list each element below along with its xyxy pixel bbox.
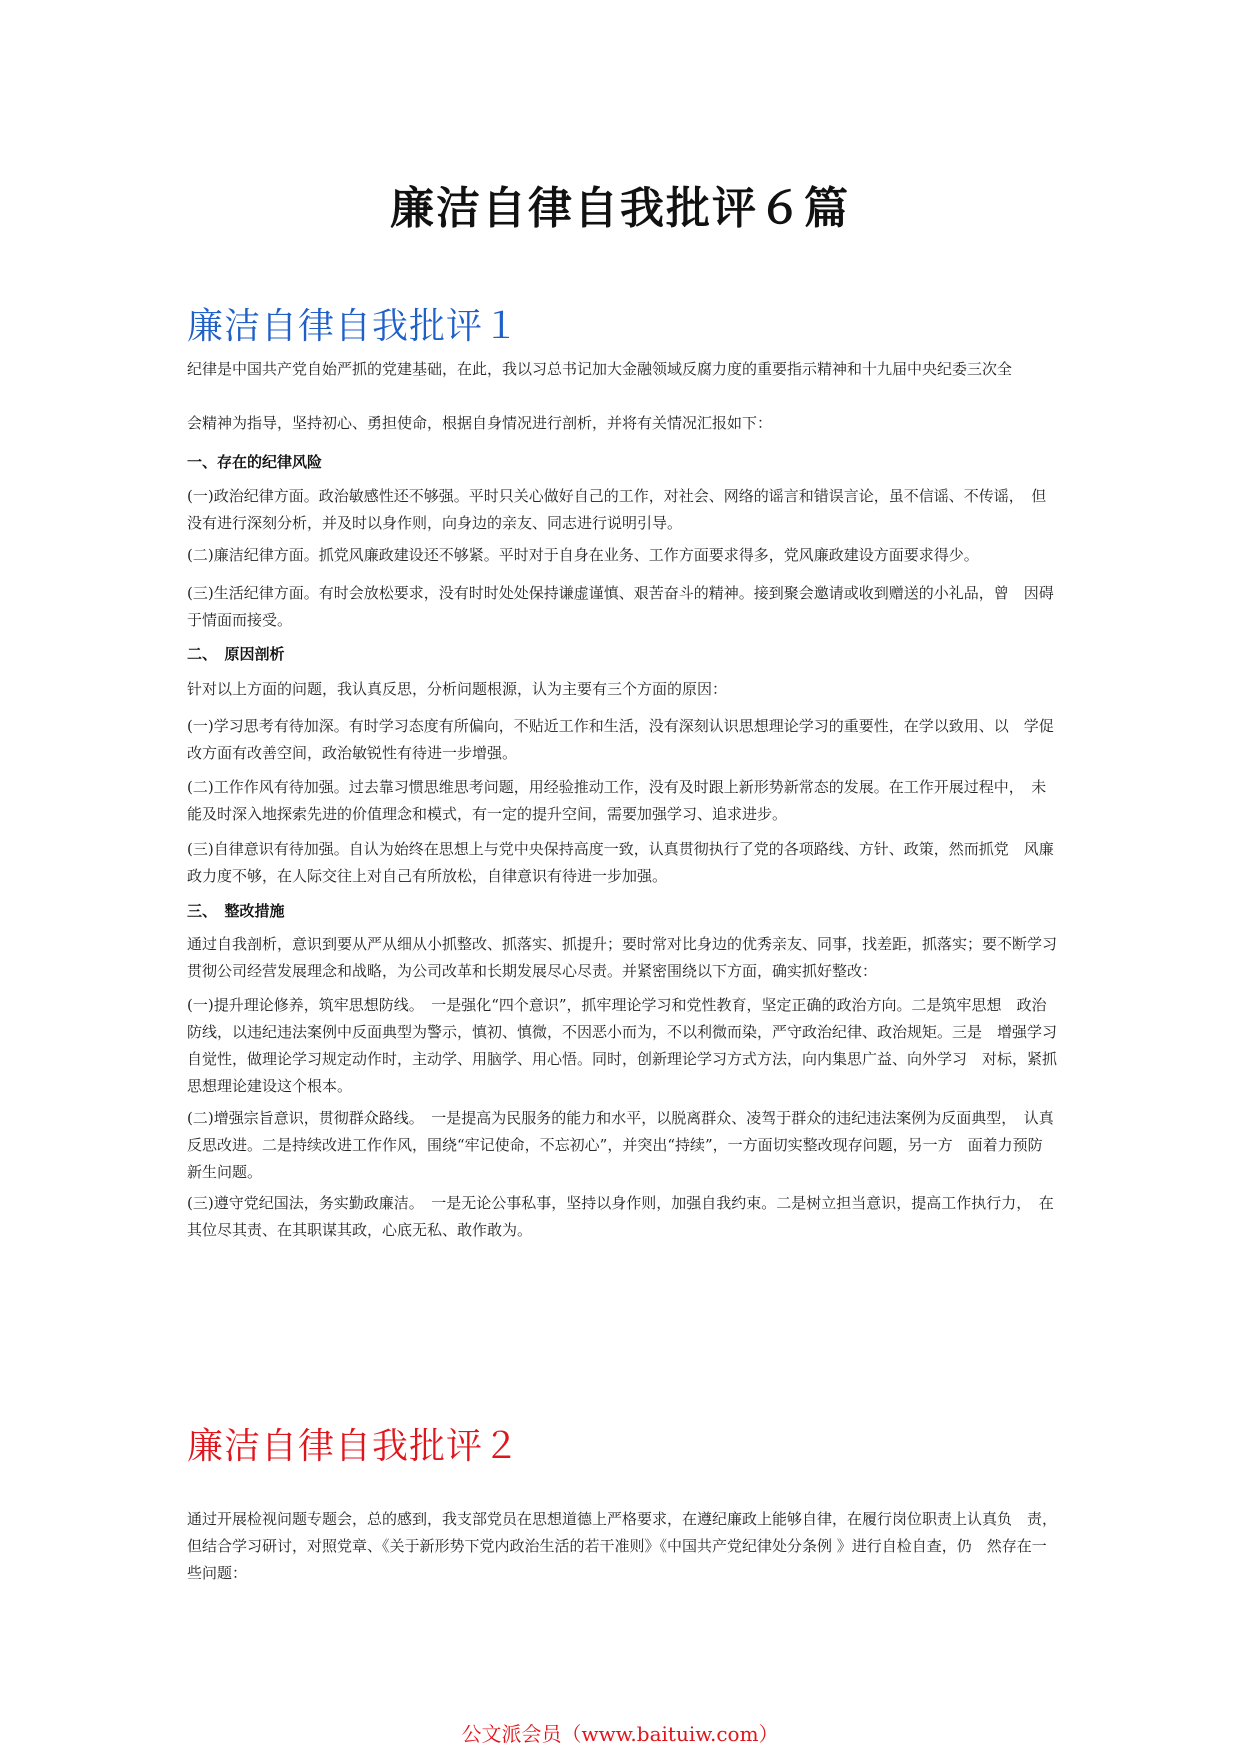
paragraph-measure-intro: 通过自我剖析，意识到要从严从细从小抓整改、抓落实、抓提升；要时常对比身边的优秀亲友、同事，找差距，抓落实；要不断学习贯彻公司经营发展理念和战略，为公司改革和长期发展尽心尽责。并紧密围绕以下方面，确实抓好整改： — [187, 935, 1058, 980]
footer-watermark: 公文派会员（www.baituiw.com） — [461, 1722, 779, 1746]
paragraph-cause-2: (二)工作作风有待加强。过去靠习惯思维思考问题，用经验推动工作，没有及时跟上新形势新常态的发展。在工作开展过程中， 未能及时深入地探索先进的价值理念和模式，有一定的提升空间，需要加强学习、追求进步。 — [187, 778, 1047, 823]
section-1-title: 廉洁自律自我批评１ — [187, 306, 521, 347]
paragraph-measure-1: (一)提升理论修养，筑牢思想防线。 一是强化“四个意识”，抓牢理论学习和党性教育，坚定正确的政治方向。二是筑牢思想 政治防线，以违纪违法案例中反面典型为警示，慎初、慎微，不因恶小而为，不以利微而染，严守政治纪律、政治规矩。三是 增强学习自觉性，做理论学习规定动作时，主动学、用脑学、用心悟。同时，创新理论学习方式方法，向内集思广益、向外学习 对标，紧抓思想理论建设这个根本。 — [187, 996, 1058, 1095]
heading-measures: 三、 整改措施 — [187, 902, 285, 920]
heading-causes: 二、 原因剖析 — [187, 645, 285, 663]
section-2-title: 廉洁自律自我批评２ — [187, 1426, 521, 1467]
paragraph-cause-intro: 针对以上方面的问题，我认真反思，分析问题根源，认为主要有三个方面的原因： — [187, 680, 728, 698]
heading-risks: 一、存在的纪律风险 — [187, 453, 323, 471]
paragraph-measure-3: (三)遵守党纪国法，务实勤政廉洁。 一是无论公事私事，坚持以身作则，加强自我约束。二是树立担当意识，提高工作执行力， 在其位尽其责、在其职谋其政，心底无私、敢作敢为。 — [187, 1194, 1054, 1239]
section-1-intro-line-1: 纪律是中国共产党自始严抓的党建基础，在此，我以习总书记加大金融领域反腐力度的重要指示精神和十九届中央纪委三次全 — [187, 360, 1013, 378]
paragraph-measure-2: (二)增强宗旨意识，贯彻群众路线。 一是提高为民服务的能力和水平，以脱离群众、凌驾于群众的违纪违法案例为反面典型， 认真反思改进。二是持续改进工作作风，围绕“牢记使命，不忘初心”，并突出“持续”，一方面切实整改现存问题，另一方 面着力预防新生问题。 — [187, 1109, 1054, 1181]
document-title: 廉洁自律自我批评６篇 — [390, 183, 850, 234]
paragraph-cause-3: (三)自律意识有待加强。自认为始终在思想上与党中央保持高度一致，认真贯彻执行了党的各项路线、方针、政策，然而抓党 风廉政力度不够，在人际交往上对自己有所放松，自律意识有待进一步加强。 — [187, 840, 1054, 885]
section-2-intro: 通过开展检视问题专题会，总的感到，我支部党员在思想道德上严格要求，在遵纪廉政上能够自律，在履行岗位职责上认真负 责，但结合学习研讨，对照党章、《关于新形势下党内政治生活的若干准则》《中国共产党纪律处分条例 》进行自检自查，仍 然存在一些问题： — [187, 1510, 1058, 1582]
paragraph-risk-2: (二)廉洁纪律方面。抓党风廉政建设还不够紧。平时对于自身在业务、工作方面要求得多，党风廉政建设方面要求得少。 — [187, 546, 979, 564]
paragraph-risk-3: (三)生活纪律方面。有时会放松要求，没有时时处处保持谦虚谨慎、艰苦奋斗的精神。接到聚会邀请或收到赠送的小礼品，曾 因碍于情面而接受。 — [187, 584, 1054, 629]
section-1-intro-line-2: 会精神为指导，坚持初心、勇担使命，根据自身情况进行剖析，并将有关情况汇报如下： — [187, 414, 773, 432]
paragraph-cause-1: (一)学习思考有待加深。有时学习态度有所偏向，不贴近工作和生活，没有深刻认识思想理论学习的重要性，在学以致用、以 学促改方面有改善空间，政治敏锐性有待进一步增强。 — [187, 717, 1054, 762]
paragraph-risk-1: (一)政治纪律方面。政治敏感性还不够强。平时只关心做好自己的工作，对社会、网络的谣言和错误言论，虽不信谣、不传谣， 但没有进行深刻分析，并及时以身作则，向身边的亲友、同志进行说明引导。 — [187, 487, 1047, 532]
